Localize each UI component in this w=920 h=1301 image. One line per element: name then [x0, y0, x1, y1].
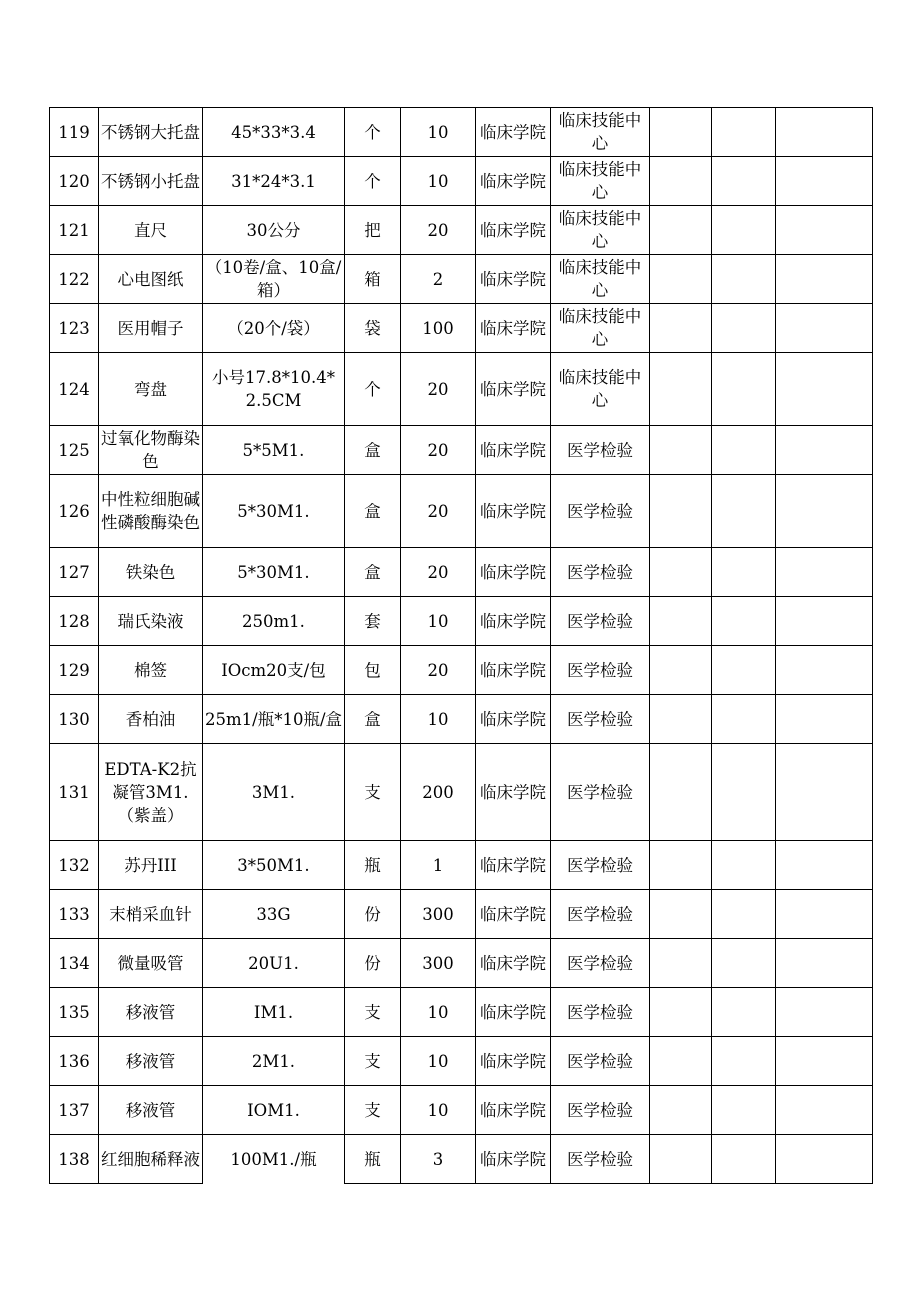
empty-cell — [776, 1086, 873, 1135]
item-unit: 支 — [345, 744, 401, 841]
item-unit: 袋 — [345, 304, 401, 353]
usage-center: 临床技能中心 — [551, 108, 650, 157]
empty-cell — [776, 426, 873, 475]
item-name: 移液管 — [99, 1086, 203, 1135]
department: 临床学院 — [476, 157, 551, 206]
empty-cell — [650, 1135, 712, 1184]
item-unit: 盒 — [345, 548, 401, 597]
department: 临床学院 — [476, 108, 551, 157]
item-spec: （10卷/盒、10盒/箱） — [203, 255, 345, 304]
item-name: 苏丹III — [99, 841, 203, 890]
row-number: 129 — [50, 646, 99, 695]
empty-cell — [650, 426, 712, 475]
empty-cell — [712, 1135, 776, 1184]
empty-cell — [650, 353, 712, 426]
item-spec: 100M1./瓶 — [203, 1135, 345, 1184]
empty-cell — [712, 695, 776, 744]
item-quantity: 20 — [401, 646, 476, 695]
table-row — [50, 1086, 873, 1135]
item-unit: 盒 — [345, 695, 401, 744]
item-quantity: 10 — [401, 157, 476, 206]
item-unit: 个 — [345, 353, 401, 426]
empty-cell — [650, 1037, 712, 1086]
item-spec: （20个/袋） — [203, 304, 345, 353]
empty-cell — [712, 353, 776, 426]
table-row — [50, 548, 873, 597]
item-spec: IOcm20支/包 — [203, 646, 345, 695]
empty-cell — [776, 206, 873, 255]
row-number: 123 — [50, 304, 99, 353]
empty-cell — [776, 597, 873, 646]
item-quantity: 20 — [401, 206, 476, 255]
empty-cell — [650, 744, 712, 841]
item-spec: 250m1. — [203, 597, 345, 646]
empty-cell — [650, 1086, 712, 1135]
row-number: 136 — [50, 1037, 99, 1086]
item-name: 红细胞稀释液 — [99, 1135, 203, 1184]
empty-cell — [776, 744, 873, 841]
empty-cell — [776, 646, 873, 695]
item-spec: 31*24*3.1 — [203, 157, 345, 206]
item-quantity: 10 — [401, 108, 476, 157]
empty-cell — [776, 890, 873, 939]
empty-cell — [776, 353, 873, 426]
usage-center: 医学检验 — [551, 939, 650, 988]
empty-cell — [650, 255, 712, 304]
table-body — [50, 108, 873, 1184]
item-name: 移液管 — [99, 988, 203, 1037]
department: 临床学院 — [476, 744, 551, 841]
row-number: 138 — [50, 1135, 99, 1184]
table-row — [50, 426, 873, 475]
empty-cell — [650, 988, 712, 1037]
department: 临床学院 — [476, 1135, 551, 1184]
usage-center: 临床技能中心 — [551, 157, 650, 206]
item-quantity: 300 — [401, 939, 476, 988]
item-name: 棉签 — [99, 646, 203, 695]
empty-cell — [650, 939, 712, 988]
empty-cell — [776, 475, 873, 548]
item-name: 微量吸管 — [99, 939, 203, 988]
item-spec: 25m1/瓶*10瓶/盒 — [203, 695, 345, 744]
usage-center: 医学检验 — [551, 475, 650, 548]
item-spec: IM1. — [203, 988, 345, 1037]
empty-cell — [776, 304, 873, 353]
empty-cell — [650, 841, 712, 890]
item-quantity: 10 — [401, 988, 476, 1037]
item-unit: 盒 — [345, 475, 401, 548]
department: 临床学院 — [476, 646, 551, 695]
item-name: 不锈钢大托盘 — [99, 108, 203, 157]
row-number: 126 — [50, 475, 99, 548]
empty-cell — [712, 597, 776, 646]
item-quantity: 200 — [401, 744, 476, 841]
empty-cell — [712, 939, 776, 988]
item-name: 铁染色 — [99, 548, 203, 597]
item-unit: 套 — [345, 597, 401, 646]
item-quantity: 10 — [401, 1037, 476, 1086]
item-quantity: 20 — [401, 548, 476, 597]
item-unit: 份 — [345, 890, 401, 939]
table-row — [50, 646, 873, 695]
empty-cell — [712, 255, 776, 304]
table-row — [50, 695, 873, 744]
table-row — [50, 206, 873, 255]
item-quantity: 300 — [401, 890, 476, 939]
row-number: 134 — [50, 939, 99, 988]
item-quantity: 10 — [401, 695, 476, 744]
item-name: EDTA-K2抗凝管3M1.（紫盖） — [99, 744, 203, 841]
row-number: 132 — [50, 841, 99, 890]
item-name: 医用帽子 — [99, 304, 203, 353]
usage-center: 临床技能中心 — [551, 304, 650, 353]
item-unit: 支 — [345, 1037, 401, 1086]
usage-center: 医学检验 — [551, 1135, 650, 1184]
empty-cell — [650, 157, 712, 206]
table-row — [50, 475, 873, 548]
empty-cell — [712, 646, 776, 695]
row-number: 119 — [50, 108, 99, 157]
usage-center: 医学检验 — [551, 426, 650, 475]
item-unit: 个 — [345, 157, 401, 206]
empty-cell — [712, 206, 776, 255]
usage-center: 医学检验 — [551, 744, 650, 841]
item-quantity: 10 — [401, 1086, 476, 1135]
table-row — [50, 988, 873, 1037]
department: 临床学院 — [476, 255, 551, 304]
usage-center: 医学检验 — [551, 597, 650, 646]
department: 临床学院 — [476, 695, 551, 744]
item-quantity: 3 — [401, 1135, 476, 1184]
department: 临床学院 — [476, 426, 551, 475]
empty-cell — [712, 426, 776, 475]
department: 临床学院 — [476, 890, 551, 939]
department: 临床学院 — [476, 206, 551, 255]
item-quantity: 20 — [401, 426, 476, 475]
empty-cell — [712, 1086, 776, 1135]
empty-cell — [776, 988, 873, 1037]
item-quantity: 100 — [401, 304, 476, 353]
item-spec: 2M1. — [203, 1037, 345, 1086]
department: 临床学院 — [476, 939, 551, 988]
item-spec: 3M1. — [203, 744, 345, 841]
usage-center: 医学检验 — [551, 841, 650, 890]
item-quantity: 2 — [401, 255, 476, 304]
usage-center: 临床技能中心 — [551, 353, 650, 426]
item-unit: 支 — [345, 988, 401, 1037]
empty-cell — [776, 255, 873, 304]
department: 临床学院 — [476, 475, 551, 548]
table-row — [50, 108, 873, 157]
item-name: 不锈钢小托盘 — [99, 157, 203, 206]
empty-cell — [712, 304, 776, 353]
item-name: 直尺 — [99, 206, 203, 255]
table-row — [50, 597, 873, 646]
usage-center: 医学检验 — [551, 695, 650, 744]
department: 临床学院 — [476, 304, 551, 353]
department: 临床学院 — [476, 841, 551, 890]
empty-cell — [712, 548, 776, 597]
usage-center: 医学检验 — [551, 1037, 650, 1086]
usage-center: 医学检验 — [551, 1086, 650, 1135]
row-number: 120 — [50, 157, 99, 206]
empty-cell — [712, 841, 776, 890]
item-name: 香柏油 — [99, 695, 203, 744]
row-number: 130 — [50, 695, 99, 744]
usage-center: 临床技能中心 — [551, 206, 650, 255]
empty-cell — [650, 597, 712, 646]
empty-cell — [712, 108, 776, 157]
row-number: 127 — [50, 548, 99, 597]
item-unit: 个 — [345, 108, 401, 157]
item-name: 末梢采血针 — [99, 890, 203, 939]
item-spec: 5*30M1. — [203, 475, 345, 548]
empty-cell — [776, 157, 873, 206]
department: 临床学院 — [476, 597, 551, 646]
empty-cell — [776, 108, 873, 157]
table-row — [50, 157, 873, 206]
usage-center: 医学检验 — [551, 548, 650, 597]
item-spec: 20U1. — [203, 939, 345, 988]
supplies-table — [49, 107, 873, 1184]
item-spec: 5*30M1. — [203, 548, 345, 597]
item-spec: 33G — [203, 890, 345, 939]
item-unit: 支 — [345, 1086, 401, 1135]
item-quantity: 20 — [401, 353, 476, 426]
usage-center: 临床技能中心 — [551, 255, 650, 304]
item-unit: 把 — [345, 206, 401, 255]
empty-cell — [650, 108, 712, 157]
item-unit: 瓶 — [345, 1135, 401, 1184]
table-row — [50, 1135, 873, 1184]
empty-cell — [712, 1037, 776, 1086]
item-unit: 箱 — [345, 255, 401, 304]
item-name: 弯盘 — [99, 353, 203, 426]
department: 临床学院 — [476, 353, 551, 426]
item-quantity: 1 — [401, 841, 476, 890]
row-number: 133 — [50, 890, 99, 939]
usage-center: 医学检验 — [551, 890, 650, 939]
item-unit: 份 — [345, 939, 401, 988]
table-row — [50, 744, 873, 841]
item-quantity: 20 — [401, 475, 476, 548]
item-spec: 小号17.8*10.4*2.5CM — [203, 353, 345, 426]
row-number: 124 — [50, 353, 99, 426]
table-row — [50, 1037, 873, 1086]
item-unit: 瓶 — [345, 841, 401, 890]
table-row — [50, 255, 873, 304]
department: 临床学院 — [476, 1037, 551, 1086]
item-spec: 45*33*3.4 — [203, 108, 345, 157]
empty-cell — [776, 1037, 873, 1086]
empty-cell — [776, 548, 873, 597]
empty-cell — [650, 646, 712, 695]
row-number: 125 — [50, 426, 99, 475]
empty-cell — [712, 475, 776, 548]
usage-center: 医学检验 — [551, 646, 650, 695]
empty-cell — [776, 841, 873, 890]
empty-cell — [712, 988, 776, 1037]
row-number: 131 — [50, 744, 99, 841]
empty-cell — [650, 548, 712, 597]
item-name: 心电图纸 — [99, 255, 203, 304]
item-name: 过氧化物酶染色 — [99, 426, 203, 475]
empty-cell — [712, 890, 776, 939]
empty-cell — [776, 1135, 873, 1184]
empty-cell — [650, 475, 712, 548]
department: 临床学院 — [476, 1086, 551, 1135]
usage-center: 医学检验 — [551, 988, 650, 1037]
row-number: 122 — [50, 255, 99, 304]
table-row — [50, 353, 873, 426]
item-unit: 盒 — [345, 426, 401, 475]
empty-cell — [650, 695, 712, 744]
row-number: 135 — [50, 988, 99, 1037]
item-name: 移液管 — [99, 1037, 203, 1086]
empty-cell — [712, 157, 776, 206]
row-number: 137 — [50, 1086, 99, 1135]
item-quantity: 10 — [401, 597, 476, 646]
department: 临床学院 — [476, 548, 551, 597]
table-row — [50, 939, 873, 988]
empty-cell — [650, 304, 712, 353]
item-spec: IOM1. — [203, 1086, 345, 1135]
empty-cell — [776, 695, 873, 744]
department: 临床学院 — [476, 988, 551, 1037]
row-number: 121 — [50, 206, 99, 255]
item-spec: 30公分 — [203, 206, 345, 255]
table-row — [50, 304, 873, 353]
empty-cell — [650, 890, 712, 939]
item-name: 瑞氏染液 — [99, 597, 203, 646]
empty-cell — [776, 939, 873, 988]
item-name: 中性粒细胞碱性磷酸酶染色 — [99, 475, 203, 548]
table-row — [50, 890, 873, 939]
empty-cell — [650, 206, 712, 255]
item-unit: 包 — [345, 646, 401, 695]
row-number: 128 — [50, 597, 99, 646]
item-spec: 3*50M1. — [203, 841, 345, 890]
table-row — [50, 841, 873, 890]
item-spec: 5*5M1. — [203, 426, 345, 475]
empty-cell — [712, 744, 776, 841]
